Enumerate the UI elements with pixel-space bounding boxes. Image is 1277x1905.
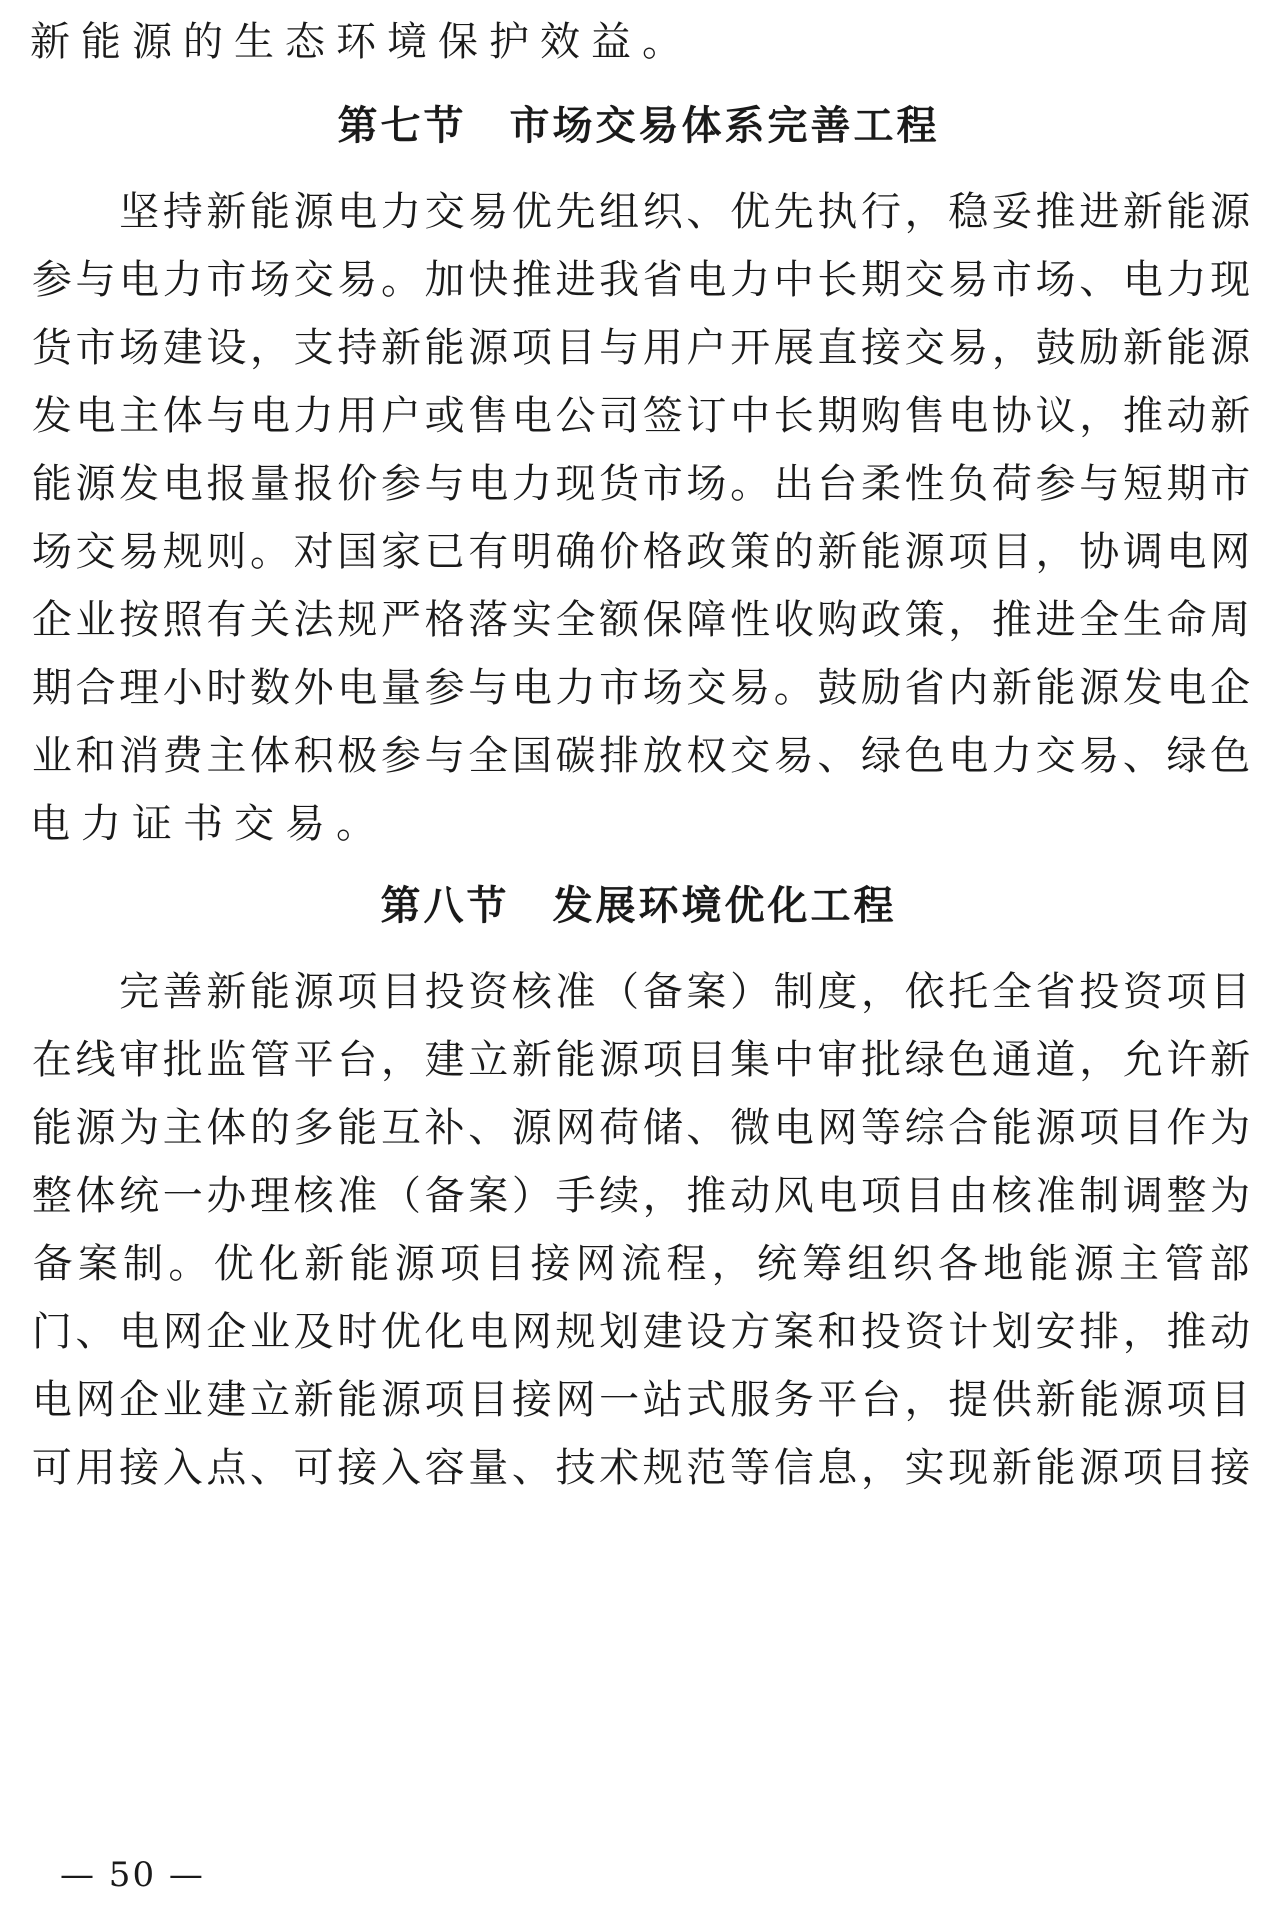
paragraph-line: 完 善 新 能 源 项 目 投 资 核 准 （ 备 案 ） 制 度 ， 依 托 全 省 投 资 项 目 — [119, 969, 1251, 1015]
paragraph-line: 门 、 电 网 企 业 及 时 优 化 电 网 规 划 建 设 方 案 和 投 资 计 划 安 排 ， 推 动 — [31, 1309, 1251, 1355]
paragraph-line: 业 和 消 费 主 体 积 极 参 与 全 国 碳 排 放 权 交 易 、 绿 色 电 力 交 易 、 绿 色 — [31, 733, 1251, 779]
paragraph-line: 能 源 为 主 体 的 多 能 互 补 、 源 网 荷 储 、 微 电 网 等 综 合 能 源 项 目 作 为 — [31, 1105, 1251, 1151]
paragraph-line: 在 线 审 批 监 管 平 台 ， 建 立 新 能 源 项 目 集 中 审 批 绿 色 通 道 ， 允 许 新 — [31, 1037, 1251, 1083]
paragraph-line: 企 业 按 照 有 关 法 规 严 格 落 实 全 额 保 障 性 收 购 政 策 ， 推 进 全 生 命 周 — [31, 597, 1251, 643]
paragraph-line: 期 合 理 小 时 数 外 电 量 参 与 电 力 市 场 交 易 。 鼓 励 省 内 新 能 源 发 电 企 — [31, 665, 1251, 711]
page-number: — 50 — — [60, 1855, 205, 1895]
paragraph-line: 备 案 制 。 优 化 新 能 源 项 目 接 网 流 程 ， 统 筹 组 织 各 地 能 源 主 管 部 — [32, 1241, 1250, 1287]
paragraph-line: 发 电 主 体 与 电 力 用 户 或 售 电 公 司 签 订 中 长 期 购 售 电 协 议 ， 推 动 新 — [31, 393, 1251, 439]
paragraph-line: 货 市 场 建 设 ， 支 持 新 能 源 项 目 与 用 户 开 展 直 接 交 易 ， 鼓 励 新 能 源 — [31, 325, 1251, 371]
section-7-heading: 第七节 市场交易体系完善工程 — [337, 103, 940, 149]
paragraph-line: 参 与 电 力 市 场 交 易 。 加 快 推 进 我 省 电 力 中 长 期 交 易 市 场 、 电 力 现 — [31, 257, 1251, 303]
paragraph-line: 能 源 发 电 报 量 报 价 参 与 电 力 现 货 市 场 。 出 台 柔 性 负 荷 参 与 短 期 市 — [31, 461, 1251, 507]
paragraph-line: 坚 持 新 能 源 电 力 交 易 优 先 组 织 、 优 先 执 行 ， 稳 妥 推 进 新 能 源 — [119, 189, 1251, 235]
paragraph-line: 电 网 企 业 建 立 新 能 源 项 目 接 网 一 站 式 服 务 平 台 ， 提 供 新 能 源 项 目 — [31, 1377, 1251, 1423]
intro-tail-line: 新 能 源 的 生 态 环 境 保 护 效 益 。 — [30, 19, 682, 65]
paragraph-line: 场 交 易 规 则 。 对 国 家 已 有 明 确 价 格 政 策 的 新 能 源 项 目 ， 协 调 电 网 — [31, 529, 1251, 575]
paragraph-line: 电 力 证 书 交 易 。 — [30, 801, 376, 847]
paragraph-line: 整 体 统 一 办 理 核 准 （ 备 案 ） 手 续 ， 推 动 风 电 项 目 由 核 准 制 调 整 为 — [31, 1173, 1251, 1219]
paragraph-line: 可 用 接 入 点 、 可 接 入 容 量 、 技 术 规 范 等 信 息 ， 实 现 新 能 源 项 目 接 — [31, 1445, 1251, 1491]
section-8-heading: 第八节 发展环境优化工程 — [380, 883, 897, 929]
